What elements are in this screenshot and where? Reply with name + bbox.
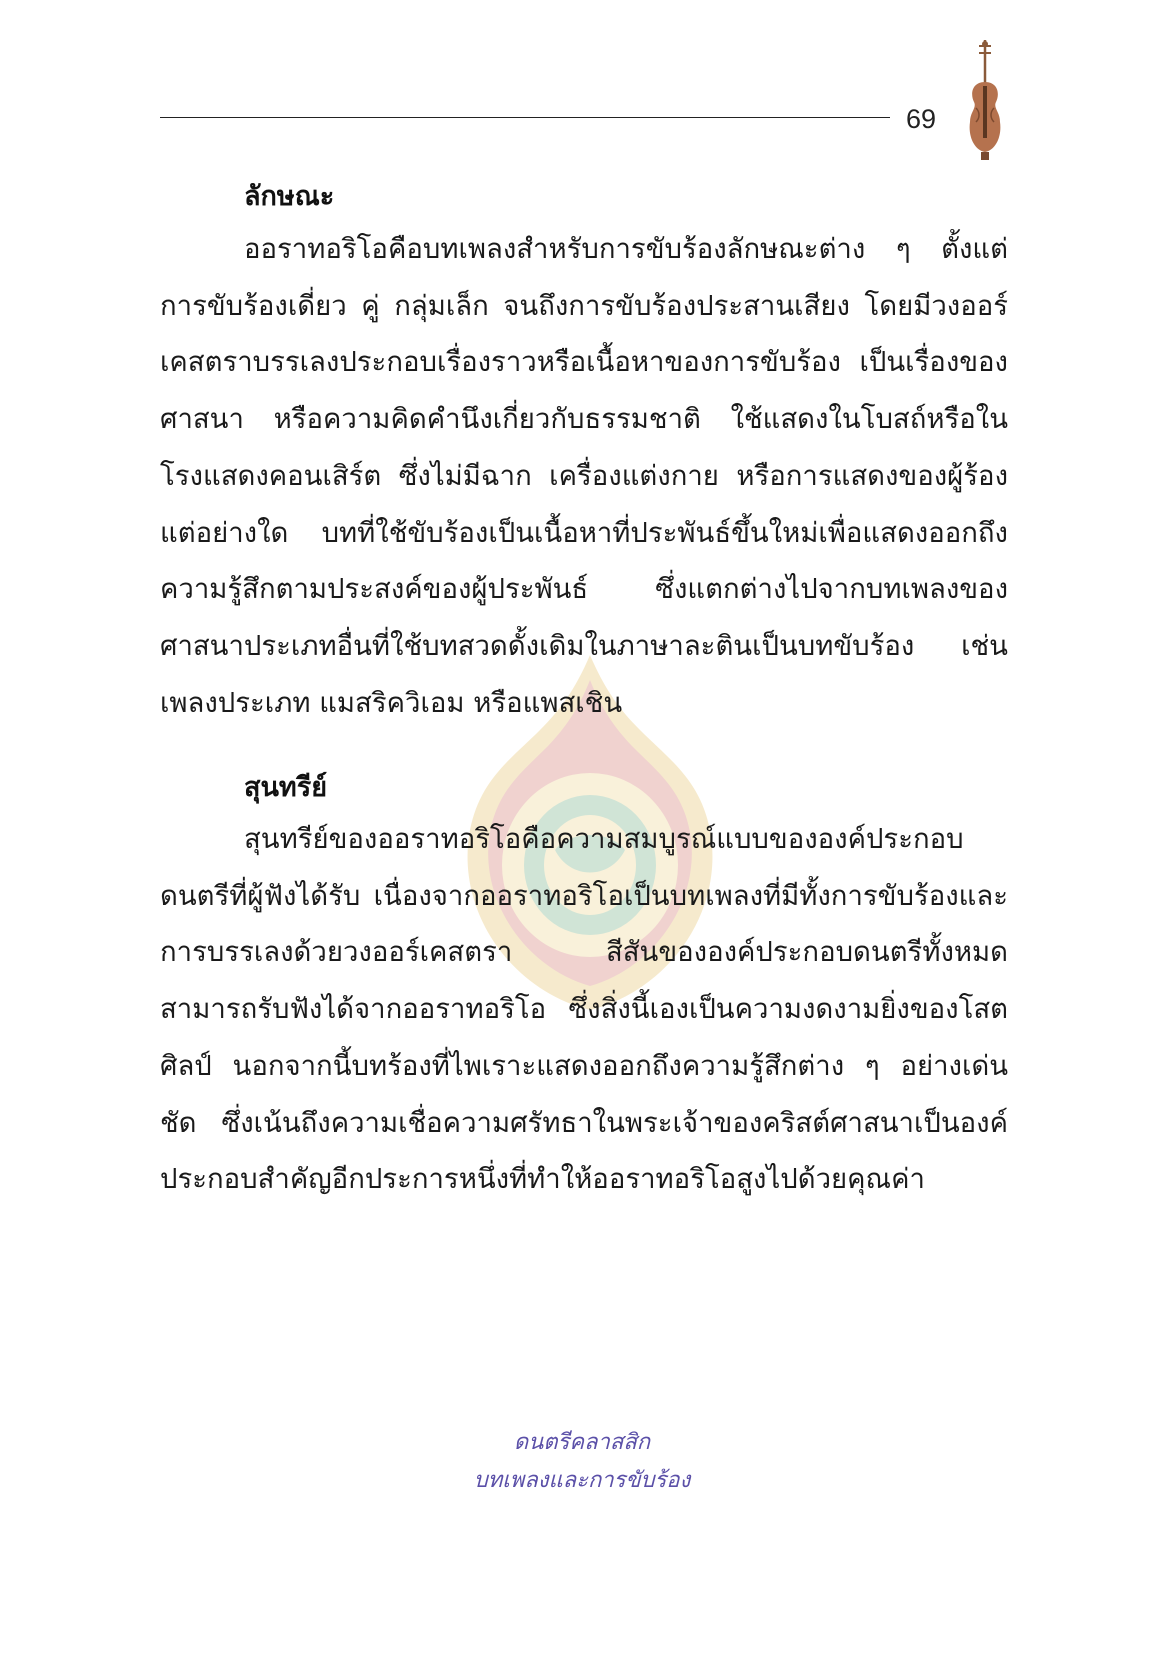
- paragraph-characteristics: ออราทอริโอคือบทเพลงสำหรับการขับร้องลักษณะต่าง ๆ ตั้งแต่การขับร้องเดี่ยว คู่ กลุ่มเล็ก จนถึงการขับร้องประสานเสียง โดยมีวงออร์เคสตราบรรเลงประกอบเรื่องราวหรือเนื้อหาของการขับร้อง เป็นเรื่องของศาสนา หรือความคิดคำนึงเกี่ยวกับธรรมชาติ ใช้แสดงในโบสถ์หรือในโรงแสดงคอนเสิร์ต ซึ่งไม่มีฉาก เครื่องแต่งกาย หรือการแสดงของผู้ร้องแต่อย่างใด บทที่ใช้ขับร้องเป็นเนื้อหาที่ประพันธ์ขึ้นใหม่เพื่อแสดงออกถึงความรู้สึกตามประสงค์ของผู้ประพันธ์ ซึ่งแตกต่างไปจากบทเพลงของศาสนาประเภทอื่นที่ใช้บทสวดดั้งเดิมในภาษาละตินเป็นบทขับร้อง เช่น เพลงประเภท แมสริควิเอม หรือแพสเชิน: [160, 233, 1008, 719]
- paragraph-aesthetics: สุนทรีย์ของออราทอริโอคือความสมบูรณ์แบบขององค์ประกอบดนตรีที่ผู้ฟังได้รับ เนื่องจากออราทอริโอเป็นบทเพลงที่มีทั้งการขับร้องและการบรรเลงด้วยวงออร์เคสตรา สีสันขององค์ประกอบดนตรีทั้งหมดสามารถรับฟังได้จากออราทอริโอ ซึ่งสิ่งนี้เองเป็นความงดงามยิ่งของโสตศิลป์ นอกจากนี้บทร้องที่ไพเราะแสดงออกถึงความรู้สึกต่าง ๆ อย่างเด่นชัด ซึ่งเน้นถึงความเชื่อความศรัทธาในพระเจ้าของคริสต์ศาสนาเป็นองค์ประกอบสำคัญอีกประการหนึ่งที่ทำให้ออราทอริโอสูงไปด้วยคุณค่า: [160, 823, 1008, 1196]
- section-heading-aesthetics: สุนทรีย์: [244, 772, 328, 803]
- section-heading-characteristics: ลักษณะ: [244, 181, 335, 212]
- footer-book-title: ดนตรีคลาสสิก: [513, 1430, 651, 1455]
- footer-book-subtitle: บทเพลงและการขับร้อง: [473, 1468, 691, 1493]
- header-rule: [160, 117, 890, 118]
- violin-icon: [960, 38, 1010, 164]
- page-number: 69: [906, 104, 937, 134]
